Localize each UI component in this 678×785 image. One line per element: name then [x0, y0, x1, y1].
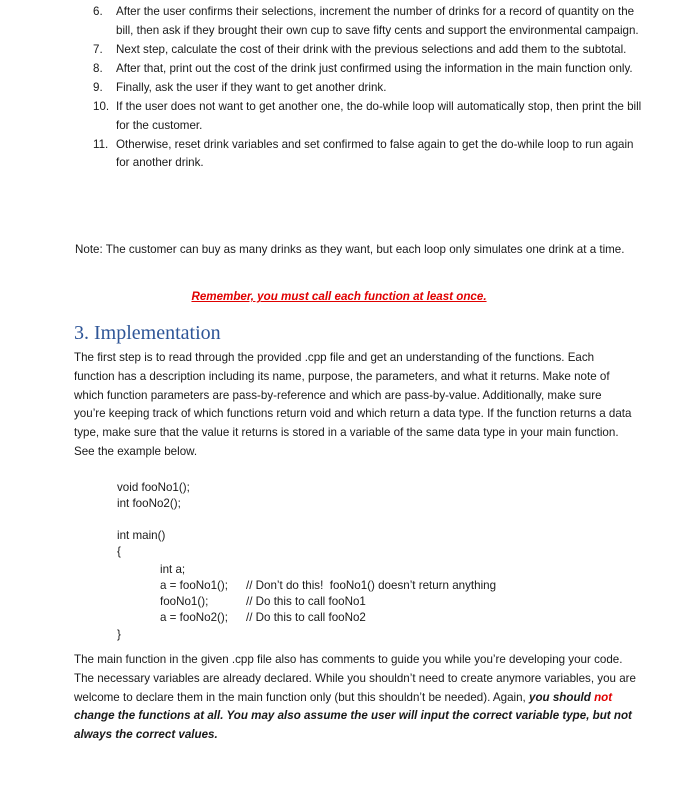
code-comment: // Don’t do this! fooNo1() doesn’t return anything	[246, 579, 497, 592]
implementation-paragraph: The first step is to read through the provided .cpp file and get an understanding of the functions. Each function has a description including its name, purpose, the parameters, and what it returns. Make note of which function parameters are pass-by-reference and which are pass-by-value. Additionally, make sure you’re keeping track of which functions return void and which return a data type. If the function returns a data type, make sure that the value it returns is stored in a variable of the same data type in your main function. See the example below.	[74, 351, 632, 458]
list-item	[93, 41, 643, 60]
code-declaration: int fooNo2();	[117, 497, 181, 510]
instruction-steps-list	[93, 3, 643, 173]
list-item	[93, 98, 643, 135]
step-text: After the user confirms their selections, increment the number of drinks for a record of quantity on the bill, then ask if they brought their own cup to save fifty cents and support the environmental campaign.	[116, 5, 639, 37]
list-item	[93, 3, 643, 40]
step-number: 11.	[93, 137, 109, 151]
code-main-signature: int main()	[117, 529, 166, 542]
step-text: Finally, ask the user if they want to get another drink.	[116, 80, 387, 94]
list-item	[93, 136, 643, 173]
note-paragraph: Note: The customer can buy as many drinks as they want, but each loop only simulates one drink at a time.	[75, 243, 625, 256]
emphasis-not-red: not	[594, 690, 613, 704]
paragraph-text: The main function in the given .cpp file also has comments to guide you while you’re developing your code. The necessary variables are already declared. While you shouldn’t need to create anymore variables, you are welcome to declare them in the main function only (but this shouldn’t be needed). Again,	[74, 653, 636, 704]
step-text: If the user does not want to get another one, the do-while loop will automatically stop, then print the bill for the customer.	[116, 99, 642, 132]
code-line: a = fooNo1();	[160, 579, 228, 592]
code-close-brace: }	[117, 628, 121, 641]
step-number: 6.	[93, 5, 103, 18]
code-line: fooNo1();	[160, 595, 209, 608]
list-item	[93, 79, 643, 98]
code-comment: // Do this to call fooNo1	[246, 595, 366, 608]
code-line: int a;	[160, 563, 186, 576]
code-line: a = fooNo2();	[160, 611, 228, 624]
emphasis-text: you should	[529, 690, 595, 704]
step-number: 10.	[93, 99, 110, 113]
step-text: Otherwise, reset drink variables and set confirmed to false again to get the do-while loop to run again for another drink.	[116, 137, 634, 170]
main-function-paragraph	[74, 651, 636, 745]
step-number: 7.	[93, 42, 103, 56]
remember-callout: Remember, you must call each function at least once.	[191, 290, 487, 303]
emphasis-text: change the functions at all. You may also assume the user will input the correct variable type, but not always the correct values.	[74, 709, 632, 742]
list-item	[93, 60, 643, 79]
step-number: 8.	[93, 61, 103, 75]
section-heading: 3. Implementation	[74, 322, 221, 344]
step-text: Next step, calculate the cost of their drink with the previous selections and add them to the subtotal.	[116, 42, 627, 56]
step-text: After that, print out the cost of the drink just confirmed using the information in the main function only.	[116, 61, 633, 75]
step-number: 9.	[93, 80, 103, 94]
code-open-brace: {	[117, 545, 121, 558]
code-declaration: void fooNo1();	[117, 481, 190, 494]
code-comment: // Do this to call fooNo2	[246, 611, 366, 624]
